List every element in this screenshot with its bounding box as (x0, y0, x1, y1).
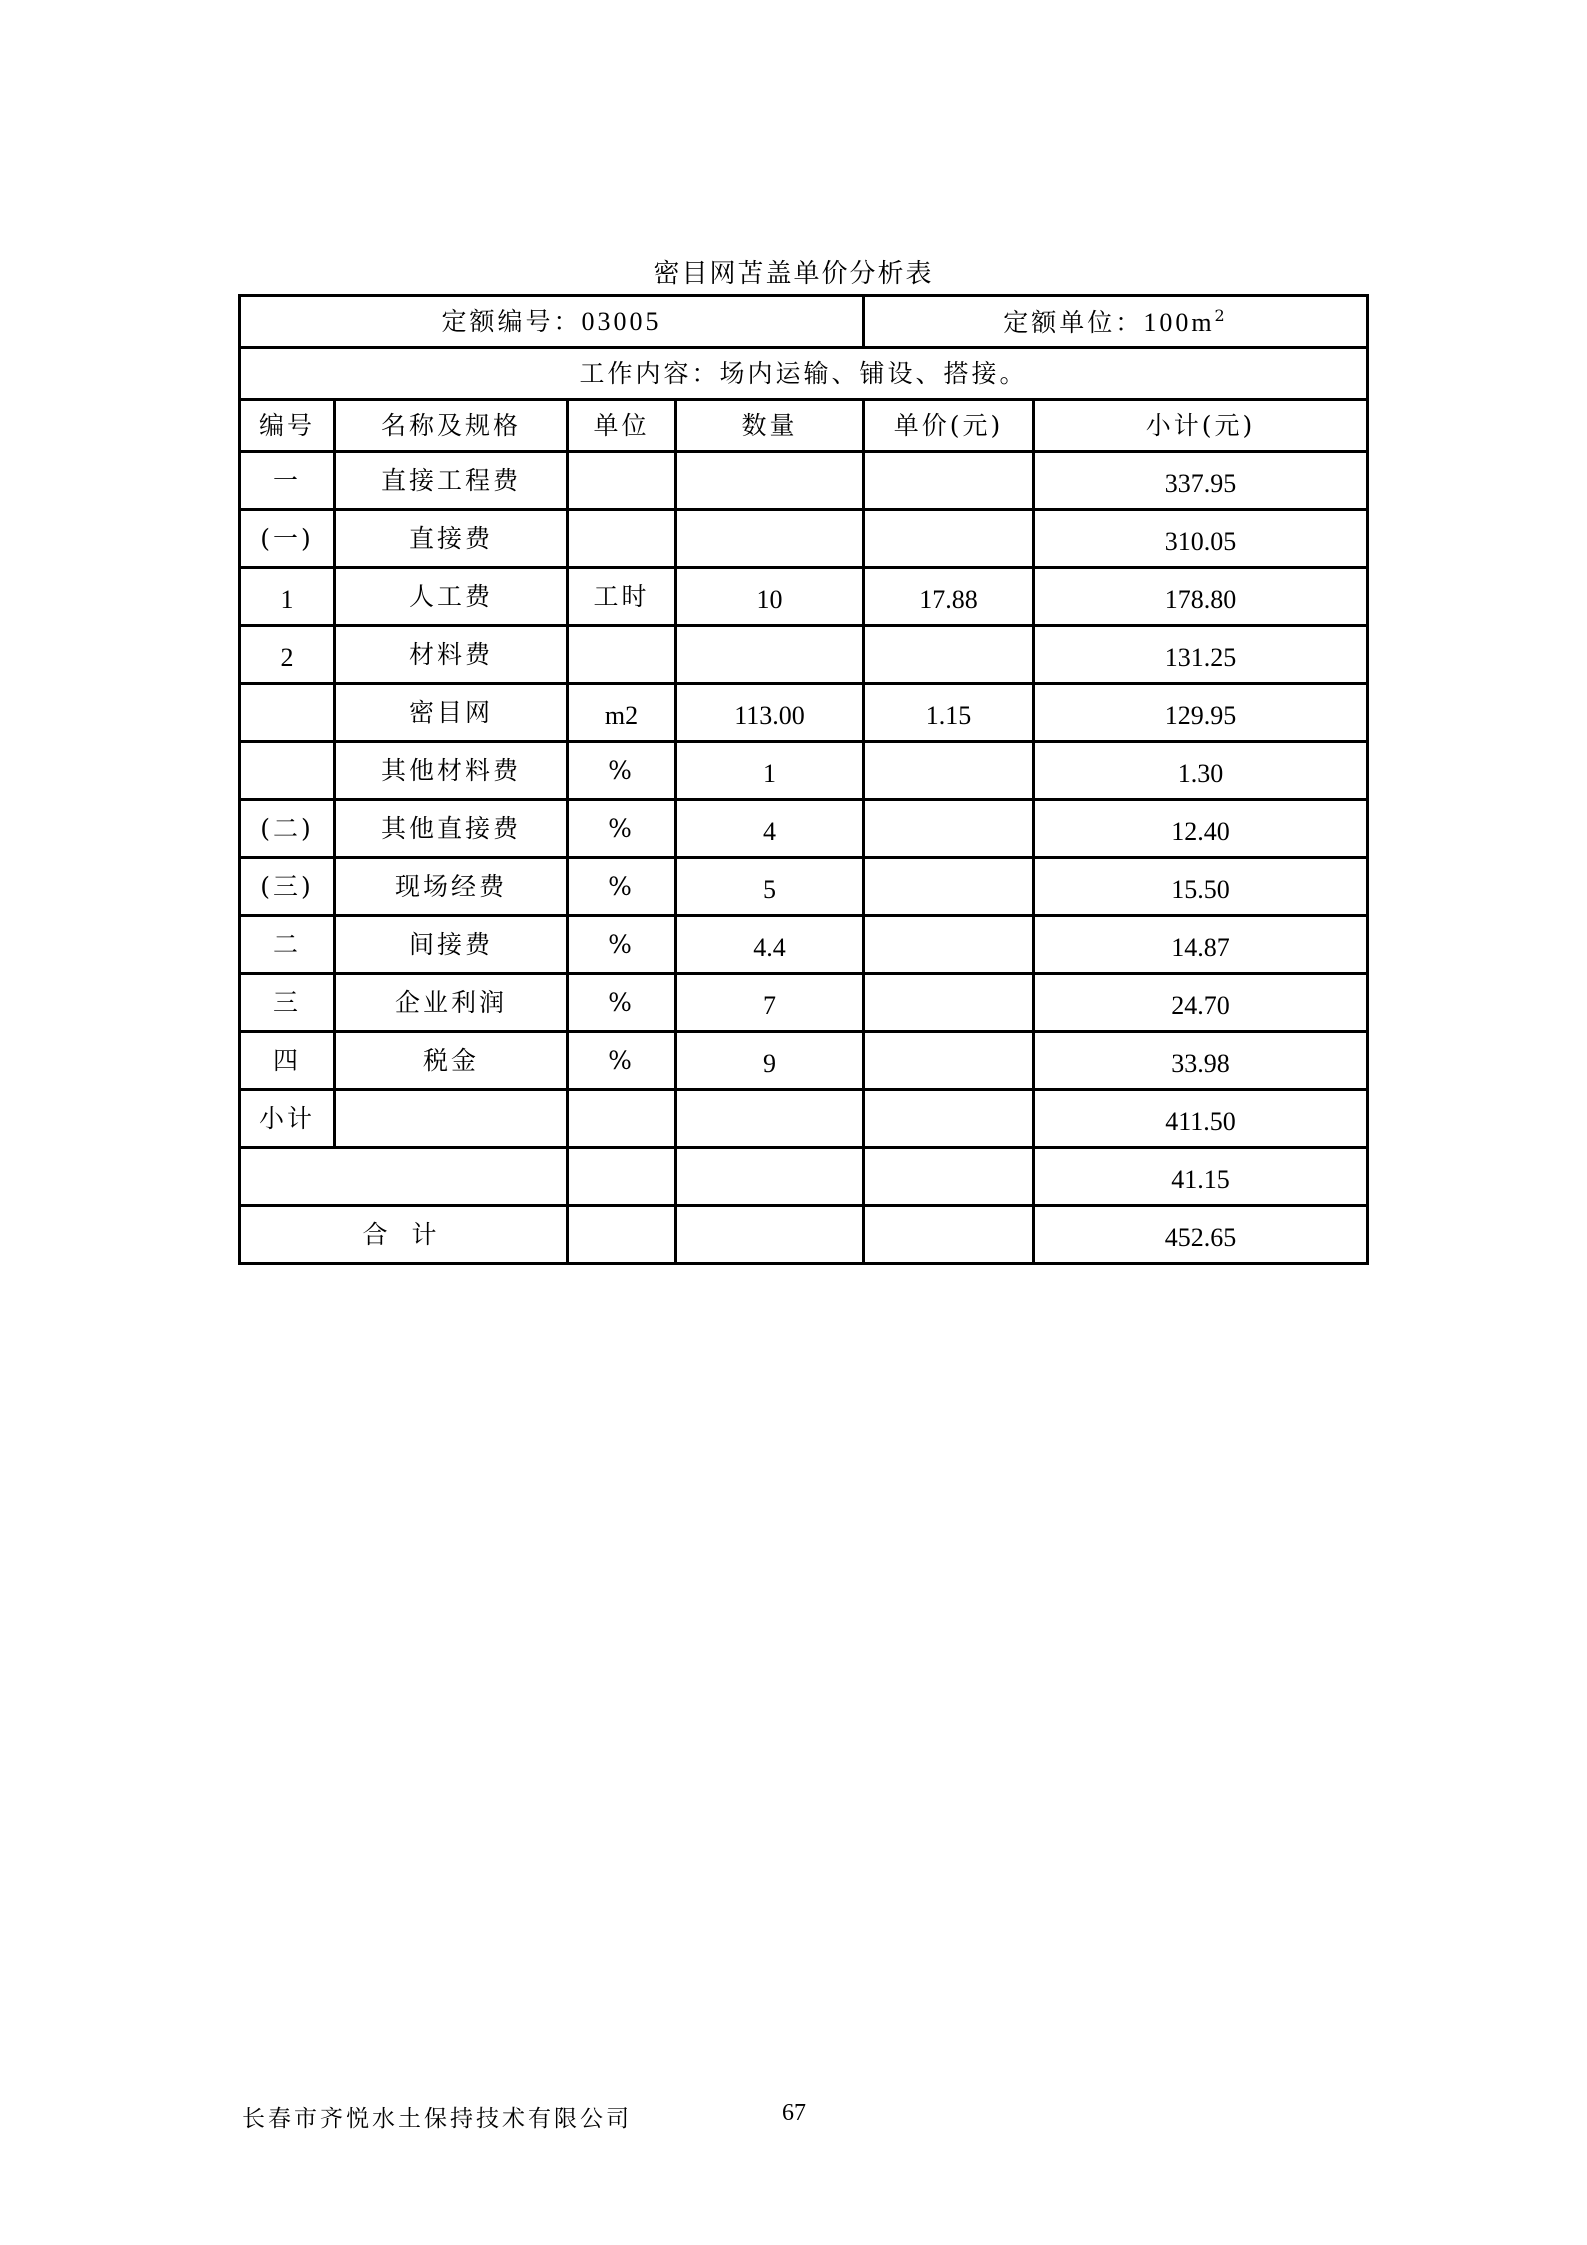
table-row (240, 974, 1368, 1032)
row-subtotal: 1.30 (1034, 742, 1368, 800)
row-price (864, 742, 1034, 800)
quota-number-label: 定额编号： (441, 306, 582, 336)
row-unit (568, 452, 676, 510)
row-name: 人工费 (335, 568, 568, 626)
page-title: 密目网苫盖单价分析表 (653, 259, 934, 289)
row-qty (676, 1148, 864, 1206)
row-qty: 1 (676, 742, 864, 800)
row-name: 税金 (335, 1032, 568, 1090)
row-unit: % (568, 742, 676, 800)
row-no: 三 (240, 974, 335, 1032)
col-header-subtotal: 小计(元) (1034, 400, 1368, 452)
table-row (240, 916, 1368, 974)
col-header-price: 单价(元) (864, 400, 1034, 452)
row-no: (一) (240, 510, 335, 568)
row-no (240, 684, 335, 742)
row-qty: 5 (676, 858, 864, 916)
row-price (864, 1148, 1034, 1206)
row-subtotal: 12.40 (1034, 800, 1368, 858)
row-qty: 4 (676, 800, 864, 858)
row-price (864, 626, 1034, 684)
column-header-row (240, 400, 1368, 452)
row-qty: 113.00 (676, 684, 864, 742)
table-row (240, 1032, 1368, 1090)
row-price (864, 1090, 1034, 1148)
table-row (240, 568, 1368, 626)
row-name: 材料费 (335, 626, 568, 684)
row-price (864, 1032, 1034, 1090)
table-row (240, 626, 1368, 684)
col-header-unit: 单位 (568, 400, 676, 452)
page-number: 67 (782, 2100, 806, 2126)
row-no: 小计 (240, 1090, 335, 1148)
row-unit (568, 1148, 676, 1206)
row-qty: 9 (676, 1032, 864, 1090)
quota-unit-cell (864, 296, 1368, 348)
row-qty (676, 626, 864, 684)
row-unit: % (568, 1032, 676, 1090)
row-name: 其他材料费 (335, 742, 568, 800)
table-row (240, 800, 1368, 858)
row-price (864, 1206, 1034, 1264)
row-subtotal: 15.50 (1034, 858, 1368, 916)
row-no: 一 (240, 452, 335, 510)
row-subtotal: 24.70 (1034, 974, 1368, 1032)
quota-number-value: 03005 (581, 306, 662, 336)
row-price (864, 916, 1034, 974)
row-name: 直接费 (335, 510, 568, 568)
row-subtotal: 310.05 (1034, 510, 1368, 568)
row-qty: 7 (676, 974, 864, 1032)
col-header-qty: 数量 (676, 400, 864, 452)
row-price (864, 858, 1034, 916)
row-unit: % (568, 858, 676, 916)
table-row (240, 742, 1368, 800)
row-unit: % (568, 800, 676, 858)
quota-unit-value: 100m (1143, 307, 1215, 337)
row-name (335, 1090, 568, 1148)
row-subtotal: 14.87 (1034, 916, 1368, 974)
row-price (864, 510, 1034, 568)
row-unit: % (568, 974, 676, 1032)
table-row (240, 1148, 1368, 1206)
row-unit: % (568, 916, 676, 974)
col-header-name: 名称及规格 (335, 400, 568, 452)
total-row (240, 1206, 1368, 1264)
row-price (864, 800, 1034, 858)
row-no: 合 计 (240, 1206, 568, 1264)
subtotal-row (240, 1090, 1368, 1148)
row-subtotal: 411.50 (1034, 1090, 1368, 1148)
row-price: 1.15 (864, 684, 1034, 742)
row-price (864, 452, 1034, 510)
row-subtotal: 131.25 (1034, 626, 1368, 684)
row-no (240, 742, 335, 800)
row-subtotal: 129.95 (1034, 684, 1368, 742)
row-qty: 4.4 (676, 916, 864, 974)
row-unit (568, 1206, 676, 1264)
table-row (240, 684, 1368, 742)
row-unit: 工时 (568, 568, 676, 626)
row-name: 间接费 (335, 916, 568, 974)
row-qty (676, 452, 864, 510)
row-unit (568, 1090, 676, 1148)
row-no: 2 (240, 626, 335, 684)
row-subtotal: 452.65 (1034, 1206, 1368, 1264)
row-qty (676, 1206, 864, 1264)
row-unit (568, 626, 676, 684)
row-unit: m2 (568, 684, 676, 742)
work-content-row (240, 348, 1368, 400)
row-no: 四 (240, 1032, 335, 1090)
row-no: (三) (240, 858, 335, 916)
row-no: 二 (240, 916, 335, 974)
unit-price-analysis-table (238, 294, 1369, 1265)
row-no: (二) (240, 800, 335, 858)
row-price: 17.88 (864, 568, 1034, 626)
row-qty (676, 1090, 864, 1148)
work-content-cell: 工作内容：场内运输、铺设、搭接。 (240, 348, 1368, 400)
row-qty: 10 (676, 568, 864, 626)
row-name: 企业利润 (335, 974, 568, 1032)
table-row (240, 510, 1368, 568)
quota-unit-superscript: 2 (1214, 305, 1228, 325)
col-header-no: 编号 (240, 400, 335, 452)
row-no: 1 (240, 568, 335, 626)
row-name: 直接工程费 (335, 452, 568, 510)
row-subtotal: 337.95 (1034, 452, 1368, 510)
row-subtotal: 178.80 (1034, 568, 1368, 626)
row-subtotal: 33.98 (1034, 1032, 1368, 1090)
row-name: 现场经费 (335, 858, 568, 916)
table-row (240, 858, 1368, 916)
quota-unit-label: 定额单位： (1003, 307, 1144, 337)
footer-company: 长春市齐悦水土保持技术有限公司 (242, 2106, 632, 2132)
row-no (240, 1148, 568, 1206)
table-row (240, 452, 1368, 510)
row-subtotal: 41.15 (1034, 1148, 1368, 1206)
row-unit (568, 510, 676, 568)
quota-number-cell (240, 296, 864, 348)
row-qty (676, 510, 864, 568)
row-name: 其他直接费 (335, 800, 568, 858)
row-name: 密目网 (335, 684, 568, 742)
quota-header-row (240, 296, 1368, 348)
row-price (864, 974, 1034, 1032)
